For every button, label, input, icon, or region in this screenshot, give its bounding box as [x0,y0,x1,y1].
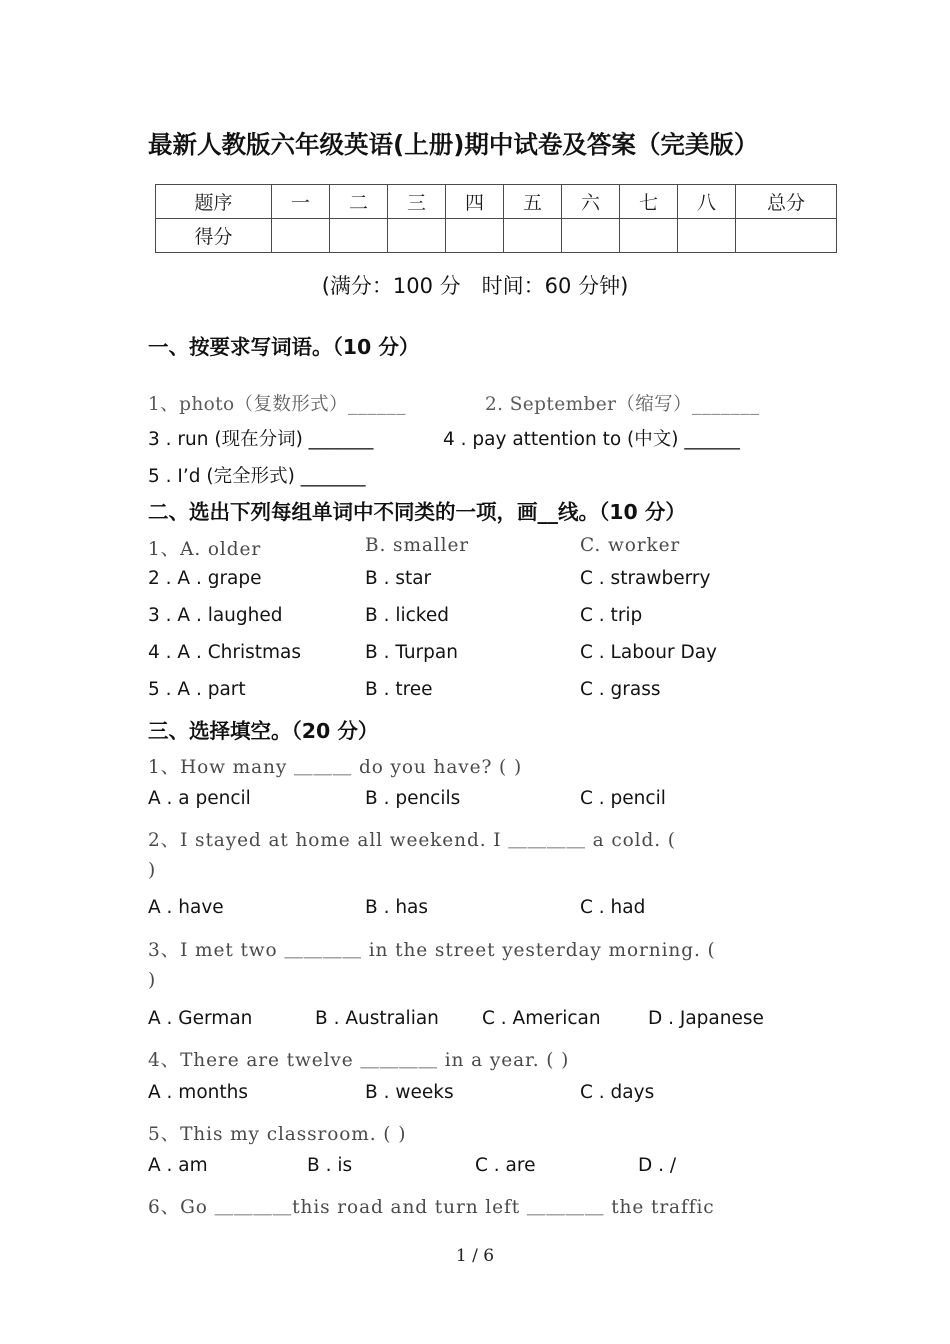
q1-option-b[interactable]: B . pencils [365,788,461,809]
section-heading-1: 一、按要求写词语。（10 分） [148,335,420,359]
q3-option-d[interactable]: D . Japanese [648,1008,764,1029]
q5-option-b[interactable]: B . is [307,1155,353,1176]
q5-option-d[interactable]: D . / [638,1155,677,1176]
table-cell-blank[interactable] [678,219,736,253]
q3-stem-cont: ) [148,970,157,991]
q2-stem-cont: ) [148,860,157,881]
s2-row-2 [0,568,950,592]
page-title: 最新人教版六年级英语(上册)期中试卷及答案（完美版） [148,130,759,159]
table-row [156,185,837,219]
s2-row-3-a: 3 . A . laughed [148,605,283,626]
s2-row-2-b: B . star [365,568,432,589]
table-cell: 五 [504,185,562,219]
s2-row-4-c: C . Labour Day [580,642,718,663]
s2-row-1-a: 1、A. older [148,539,262,560]
s2-row-5-c: C . grass [580,679,661,700]
table-cell-blank[interactable] [330,219,388,253]
table-cell: 题序 [156,185,272,219]
table-row [156,219,837,253]
q3-option-b[interactable]: B . Australian [315,1008,439,1029]
q5-option-c[interactable]: C . are [475,1155,536,1176]
q3-option-c[interactable]: C . American [482,1008,601,1029]
s1-item-2-left: 3 . run (现在分词) _______ [148,429,374,450]
q3-options [0,1008,950,1032]
table-cell: 得分 [156,219,272,253]
table-cell-blank[interactable] [388,219,446,253]
q5-stem: 5、This my classroom. ( ) [148,1124,407,1145]
q1-option-c[interactable]: C . pencil [580,788,666,809]
q4-option-b[interactable]: B . weeks [365,1082,454,1103]
s2-row-5-a: 5 . A . part [148,679,246,700]
table-cell-blank[interactable] [272,219,330,253]
s2-row-4-b: B . Turpan [365,642,458,663]
s2-row-1-c: C. worker [580,535,681,556]
s2-row-2-c: C . strawberry [580,568,711,589]
s2-row-3 [0,605,950,629]
q3-option-a[interactable]: A . German [148,1008,253,1029]
q5-option-a[interactable]: A . am [148,1155,208,1176]
table-cell-blank[interactable] [620,219,678,253]
table-cell: 二 [330,185,388,219]
table-cell: 六 [562,185,620,219]
section-heading-2: 二、选出下列每组单词中不同类的一项，画__线。（10 分） [148,500,686,524]
exam-info: (满分：100 分 时间：60 分钟) [321,274,629,298]
s1-item-1-left: 1、photo（复数形式）______ [148,394,406,415]
table-cell: 总分 [736,185,837,219]
s2-row-5-b: B . tree [365,679,433,700]
score-table [155,184,837,253]
page-number: 1 / 6 [455,1246,495,1266]
q1-stem: 1、How many ＿＿＿ do you have? ( ) [148,757,523,778]
table-cell: 七 [620,185,678,219]
q2-options [0,897,950,921]
s1-item-1-right: 2. September（缩写）_______ [485,394,760,415]
q5-options [0,1155,950,1179]
s2-row-1-b: B. smaller [365,535,470,556]
table-cell-blank[interactable] [504,219,562,253]
q4-option-c[interactable]: C . days [580,1082,655,1103]
q4-options [0,1082,950,1106]
s2-row-5 [0,679,950,703]
s1-item-2-right: 4 . pay attention to (中文) ______ [443,429,740,450]
q2-option-c[interactable]: C . had [580,897,646,918]
q4-stem: 4、There are twelve ＿＿＿＿ in a year. ( ) [148,1050,570,1071]
s2-row-4-a: 4 . A . Christmas [148,642,301,663]
q6-stem: 6、Go ＿＿＿＿this road and turn left ＿＿＿＿ the traffic [148,1197,715,1218]
table-cell-blank[interactable] [446,219,504,253]
table-cell: 一 [272,185,330,219]
s1-item-3-left: 5 . I’d (完全形式) _______ [148,466,366,487]
q2-stem: 2、I stayed at home all weekend. I ＿＿＿＿ a cold. ( [148,830,676,851]
q2-option-a[interactable]: A . have [148,897,224,918]
table-cell-blank[interactable] [736,219,837,253]
q4-option-a[interactable]: A . months [148,1082,248,1103]
s2-row-3-b: B . licked [365,605,449,626]
s2-row-3-c: C . trip [580,605,643,626]
table-cell: 三 [388,185,446,219]
table-cell: 八 [678,185,736,219]
q3-stem: 3、I met two ＿＿＿＿ in the street yesterday morning. ( [148,940,716,961]
table-cell: 四 [446,185,504,219]
q1-options [0,788,950,812]
section-heading-3: 三、选择填空。（20 分） [148,719,379,743]
q2-option-b[interactable]: B . has [365,897,429,918]
table-cell-blank[interactable] [562,219,620,253]
q1-option-a[interactable]: A . a pencil [148,788,251,809]
s2-row-2-a: 2 . A . grape [148,568,262,589]
s2-row-1 [0,535,950,559]
s2-row-4 [0,642,950,666]
